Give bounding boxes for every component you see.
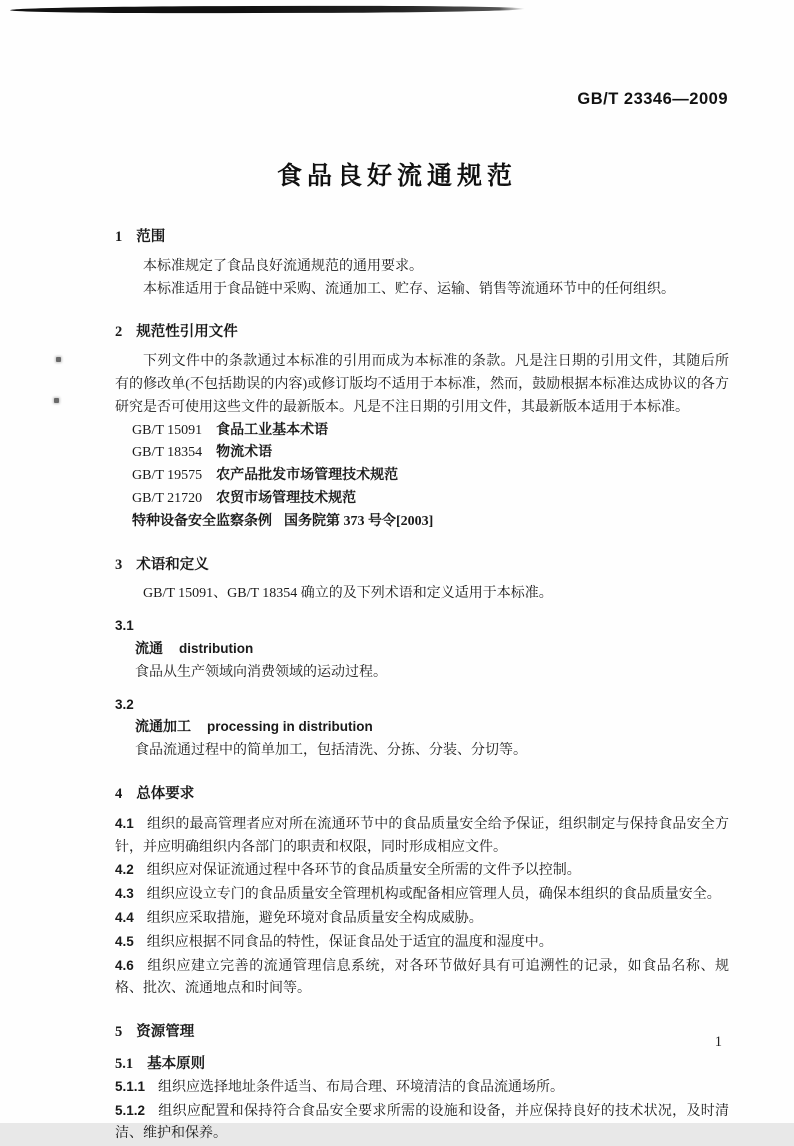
section-4-heading <box>115 783 729 806</box>
reference-name: 物流术语 <box>216 445 272 460</box>
section-2-paragraph: 下列文件中的条款通过本标准的引用而成为本标准的条款。凡是注日期的引用文件，其随后所有的修改单(不包括勘误的内容)或修订版均不适用于本标准，然而，鼓励根据本标准达成协议的各方研究是否可使用这些文件的最新版本。凡是不注日期的引用文件，其最新版本适用于本标准。 <box>115 351 729 419</box>
reference-name: 农产品批发市场管理技术规范 <box>216 468 398 483</box>
term-en: processing in distribution <box>207 719 373 734</box>
clause-number: 4.3 <box>115 886 134 901</box>
section-5-number: 5 <box>115 1024 122 1040</box>
term-3-1-definition: 食品从生产领域向消费领域的运动过程。 <box>135 662 729 685</box>
reference-code: GB/T 19575 <box>132 468 202 483</box>
term-3-1-number: 3.1 <box>115 615 729 638</box>
document-body <box>115 226 729 1146</box>
clause-4-2 <box>115 859 729 883</box>
clause-text: 组织应建立完善的流通管理信息系统，对各环节做好具有可追溯性的记录，如食品名称、规格、批次、流通地点和时间等。 <box>115 959 729 997</box>
reference-code: GB/T 21720 <box>132 491 202 506</box>
clause-4-5 <box>115 931 729 955</box>
clause-4-1 <box>115 813 729 860</box>
clause-text: 组织应根据不同食品的特性，保证食品处于适宜的温度和湿度中。 <box>147 935 553 950</box>
section-5-1-heading <box>115 1053 729 1076</box>
reference-code: GB/T 18354 <box>132 445 202 460</box>
section-1-title: 范围 <box>136 229 165 245</box>
section-5-heading <box>115 1021 729 1044</box>
term-3-1-name <box>135 638 729 662</box>
section-4-title: 总体要求 <box>136 786 194 802</box>
section-4-number: 4 <box>115 786 122 802</box>
reference-item <box>132 465 729 488</box>
standard-code: GB/T 23346—2009 <box>577 90 728 109</box>
section-3-title: 术语和定义 <box>136 557 209 573</box>
section-5-1-number: 5.1 <box>115 1056 133 1072</box>
section-1-heading <box>115 226 729 249</box>
reference-name: 食品工业基本术语 <box>216 423 328 438</box>
clause-number: 4.5 <box>115 934 134 949</box>
section-1-paragraph: 本标准适用于食品链中采购、流通加工、贮存、运输、销售等流通环节中的任何组织。 <box>115 279 729 302</box>
clause-number: 4.6 <box>115 958 134 973</box>
clause-4-6 <box>115 955 729 1002</box>
scan-artifact-top-streak <box>10 5 525 13</box>
clause-text: 组织的最高管理者应对所在流通环节中的食品质量安全给予保证，组织制定与保持食品安全方针，并应明确组织内各部门的职责和权限，同时形成相应文件。 <box>115 817 729 855</box>
clause-text: 组织应配置和保持符合食品安全要求所需的设施和设备，并应保持良好的技术状况，及时清洁、维护和保养。 <box>115 1104 729 1142</box>
clause-text: 组织应对保证流通过程中各环节的食品质量安全所需的文件予以控制。 <box>147 863 581 878</box>
term-3-2-definition: 食品流通过程中的简单加工，包括清洗、分拣、分装、分切等。 <box>135 740 729 763</box>
reference-item <box>132 420 729 443</box>
term-3-2-number: 3.2 <box>115 694 729 717</box>
term-en: distribution <box>179 641 253 656</box>
clause-number: 4.1 <box>115 816 134 831</box>
section-5-title: 资源管理 <box>136 1024 194 1040</box>
section-3-paragraph: GB/T 15091、GB/T 18354 确立的及下列术语和定义适用于本标准。 <box>115 583 729 606</box>
term-zh: 流通加工 <box>135 720 191 735</box>
clause-4-3 <box>115 883 729 907</box>
section-5-1-title: 基本原则 <box>147 1056 205 1072</box>
scan-artifact-dot <box>54 398 59 403</box>
reference-item <box>132 442 729 465</box>
clause-5-1-1 <box>115 1076 729 1100</box>
clause-4-4 <box>115 907 729 931</box>
scan-artifact-dot <box>56 357 61 362</box>
reference-issuer: 国务院第 373 号令[2003] <box>284 514 433 529</box>
clause-text: 组织应选择地址条件适当、布局合理、环境清洁的食品流通场所。 <box>158 1080 564 1095</box>
section-1-paragraph: 本标准规定了食品良好流通规范的通用要求。 <box>115 256 729 279</box>
section-1-number: 1 <box>115 229 122 245</box>
section-2-title: 规范性引用文件 <box>136 324 238 340</box>
reference-item <box>132 511 729 534</box>
document-title: 食品良好流通规范 <box>0 156 794 192</box>
section-3-heading <box>115 554 729 577</box>
clause-text: 组织应设立专门的食品质量安全管理机构或配备相应管理人员，确保本组织的食品质量安全。 <box>147 887 721 902</box>
clause-number: 4.2 <box>115 862 134 877</box>
section-2-number: 2 <box>115 324 122 340</box>
term-3-2-name <box>135 716 729 740</box>
section-2-heading <box>115 321 729 344</box>
reference-item <box>132 488 729 511</box>
section-3-number: 3 <box>115 557 122 573</box>
clause-number: 5.1.2 <box>115 1103 145 1118</box>
clause-text: 组织应采取措施，避免环境对食品质量安全构成威胁。 <box>147 911 483 926</box>
reference-code: GB/T 15091 <box>132 423 202 438</box>
clause-number: 4.4 <box>115 910 134 925</box>
page-number: 1 <box>715 1034 722 1051</box>
clause-number: 5.1.1 <box>115 1079 145 1094</box>
clause-5-1-2 <box>115 1100 729 1146</box>
reference-name: 特种设备安全监察条例 <box>132 514 272 529</box>
term-zh: 流通 <box>135 642 163 657</box>
reference-name: 农贸市场管理技术规范 <box>216 491 356 506</box>
